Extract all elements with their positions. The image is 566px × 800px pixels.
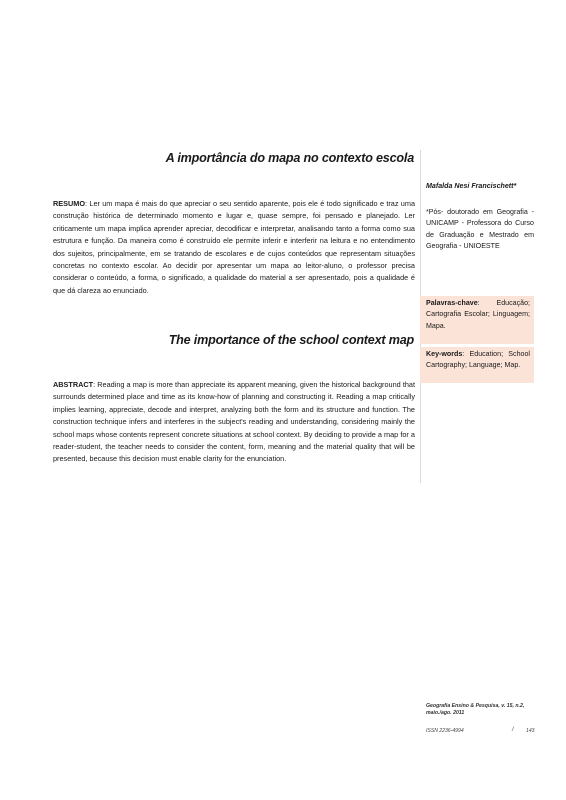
resumo-label: RESUMO bbox=[53, 199, 86, 208]
resumo-paragraph bbox=[53, 198, 415, 297]
keywords-pt-label: Palavras-chave bbox=[426, 299, 478, 307]
abstract-paragraph bbox=[53, 379, 415, 466]
abstract-label: ABSTRACT bbox=[53, 380, 94, 389]
footer-separator: / bbox=[512, 727, 514, 733]
abstract-text: : Reading a map is more than appreciate its apparent meaning, given the historical background that surrounds determined place and time as its know-how of planning and constructing it. Reading a map critically implies learning, appreciate, decode and interpret, analyzing both the form and its structure and function. The construction technique infers and interferes in the subject's reading and understanding, considering mainly the school maps whose contents represent concrete situations at school context. By deciding to provide a map for a reader-student, the teacher needs to consider the content, form, meaning and the material quality that will be presented, because this decision must enable clarity for the enunciation. bbox=[53, 380, 415, 464]
issn: ISSN 2236-4994 bbox=[426, 728, 464, 734]
page-number: 143 bbox=[526, 728, 535, 734]
author-name: Mafalda Nesi Francischett* bbox=[426, 182, 517, 190]
journal-citation: Geografia Ensino & Pesquisa, v. 15, n.2, maio./ago. 2011 bbox=[426, 703, 525, 716]
resumo-text: : Ler um mapa é mais do que apreciar o seu sentido aparente, pois ele é todo significado e traz uma construção histórica de determinado momento e lugar e, quase sempre, foi pensado e planejado. Ler criticamente um mapa implica aprender apreciar, decodificar e interpretar, analisando tanto a forma como sua estrutura e função. Da maneira como é construído ele permite inferir e interferir na leitura e no entendimento dos sujeitos, principalmente, em se tratando de escolares e de cujos conteúdos que representam situações concretas no contexto escolar. Ao decidir por apresentar um mapa ao leitor-aluno, o professor precisa considerar o conteúdo, a forma, o significado, a qualidade do material a ser apresentado, pois a qualidade é que dá clareza ao enunciado. bbox=[53, 199, 415, 295]
author-affiliation: *Pós- doutorado em Geografia - UNICAMP - Professora do Curso de Graduação e Mestrado em Geografia - UNIOESTE bbox=[426, 208, 534, 250]
article-title-en: The importance of the school context map bbox=[168, 333, 414, 347]
article-title-pt: A importância do mapa no contexto escola bbox=[165, 151, 414, 165]
keywords-pt-box bbox=[420, 296, 534, 344]
footer-issn-line bbox=[426, 728, 546, 734]
keywords-pt-text: : Educação; Cartografia Escolar; Linguagem; Mapa. bbox=[426, 299, 530, 330]
keywords-en-label: Key-words bbox=[426, 350, 463, 358]
keywords-en-box bbox=[420, 347, 534, 383]
keywords-en-text: : Education; School Cartography; Language; Map. bbox=[426, 350, 530, 370]
